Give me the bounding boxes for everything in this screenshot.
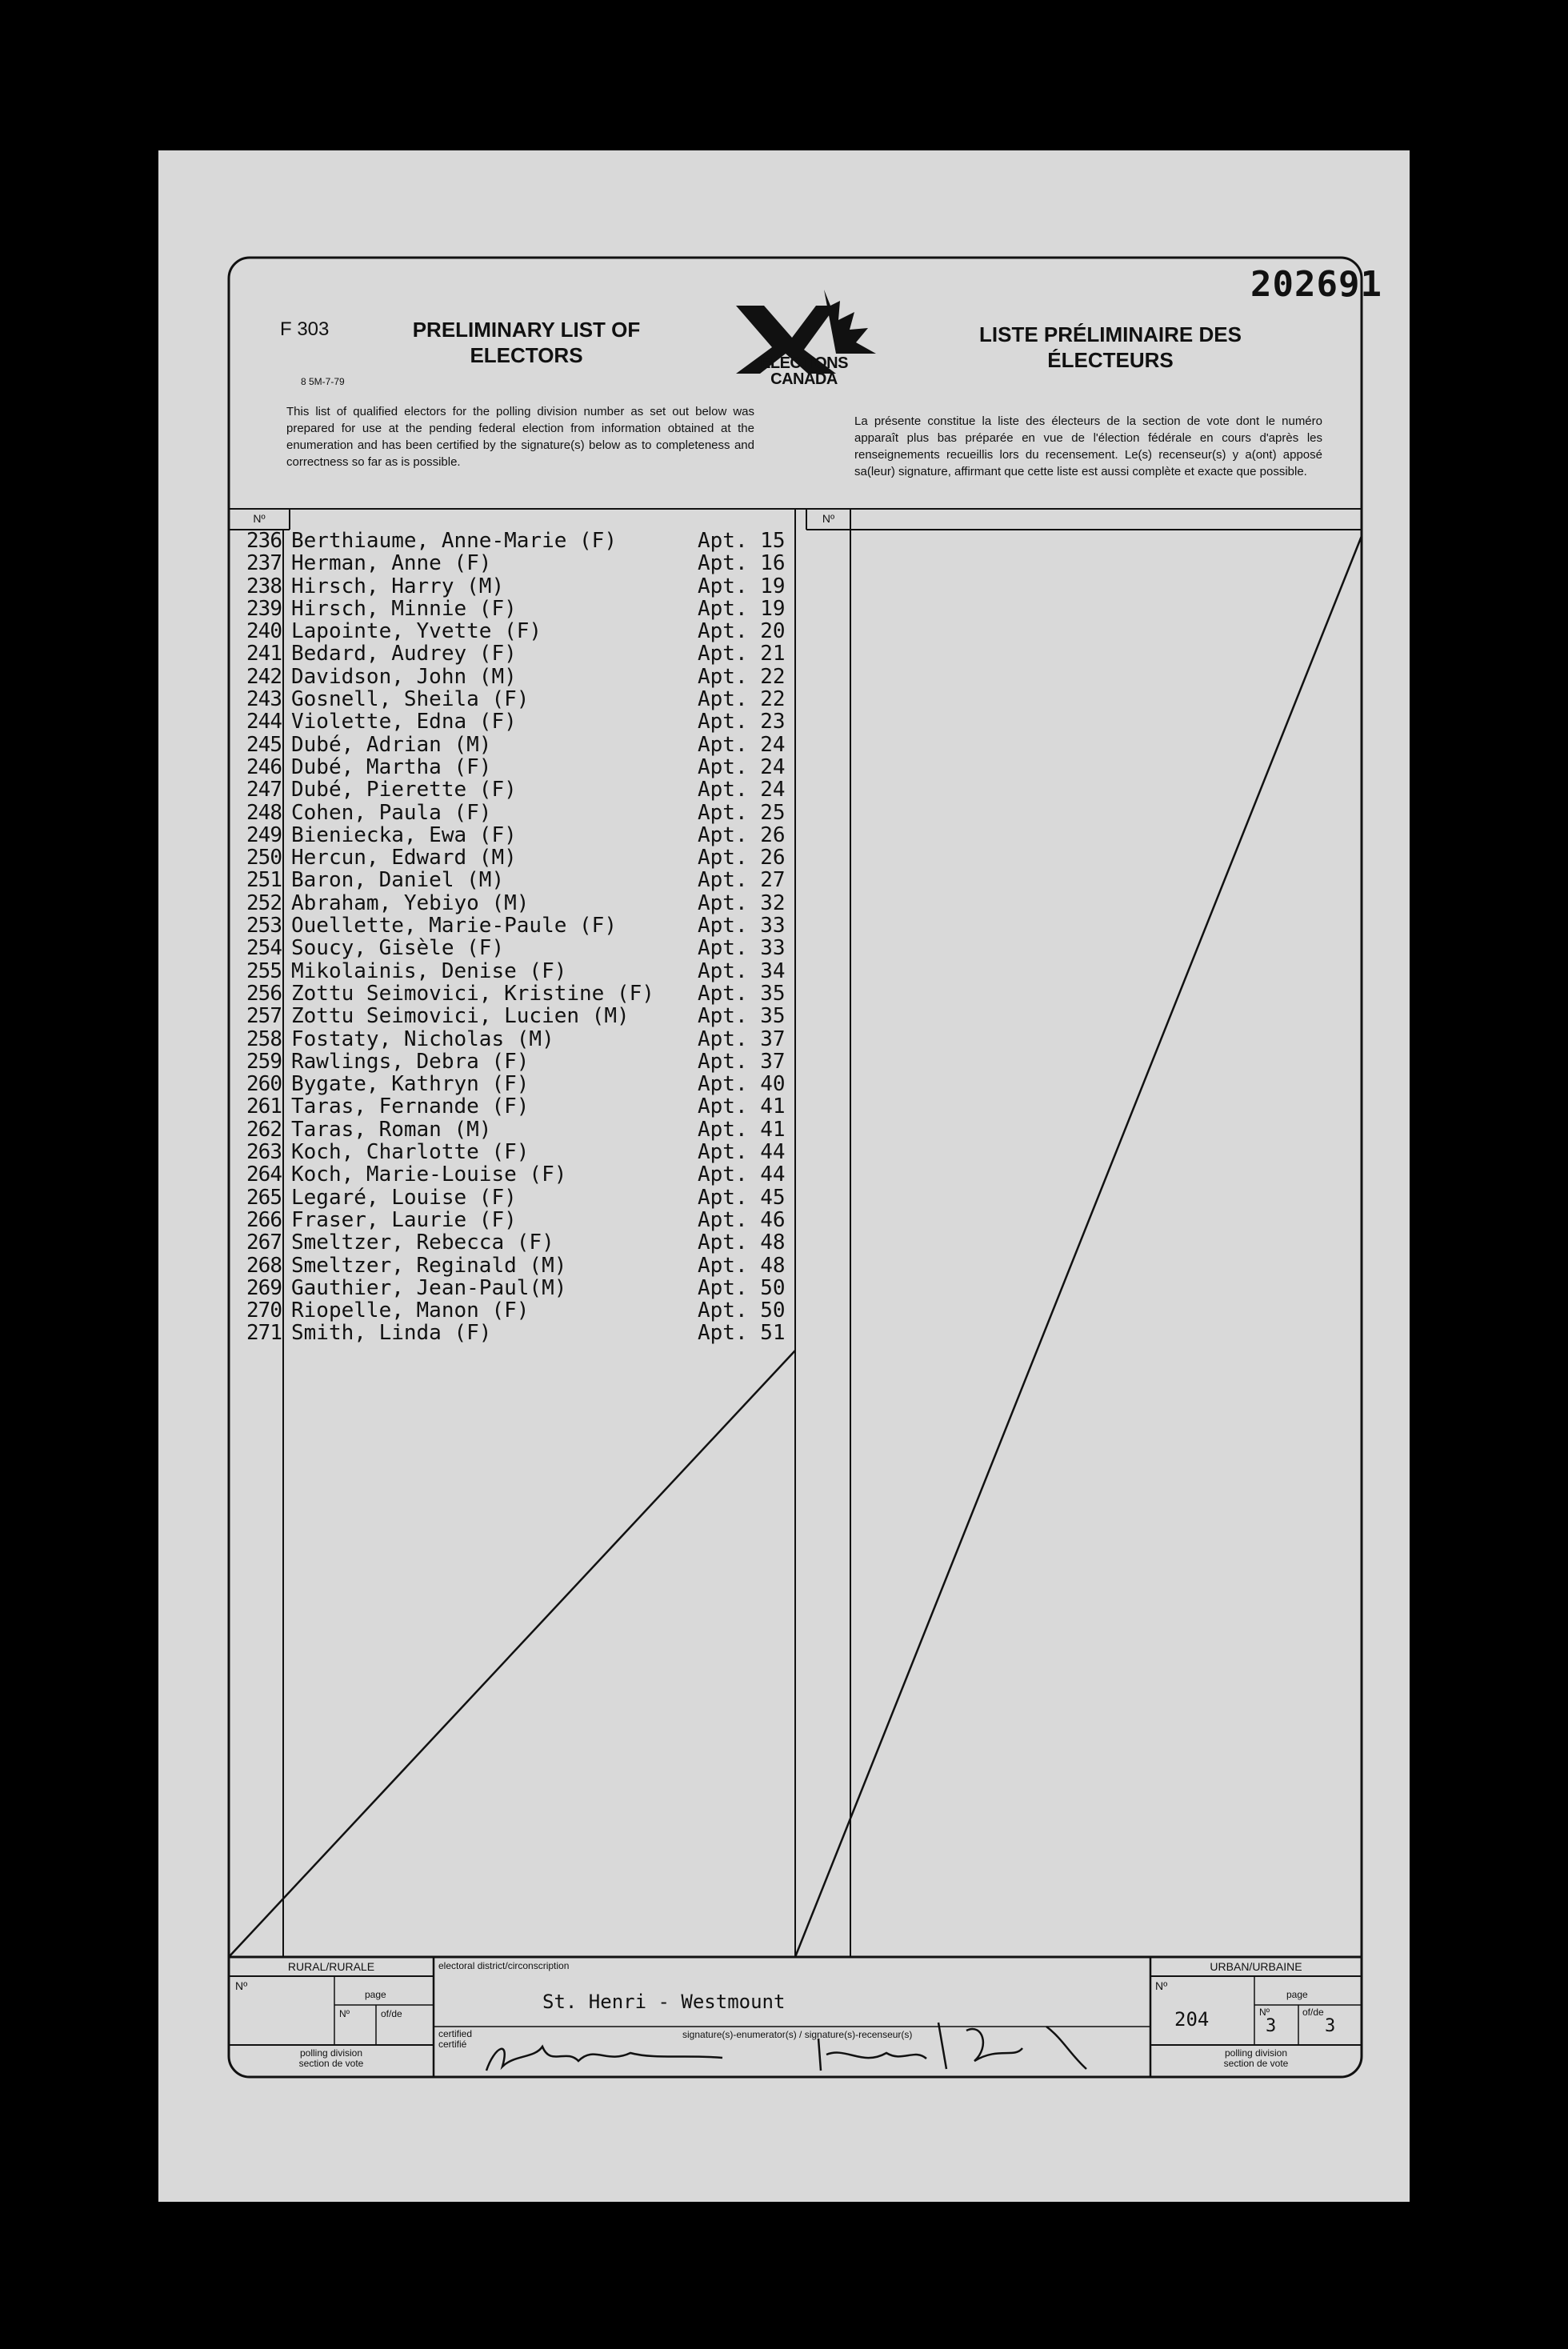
district-label: electoral district/circonscription	[438, 1960, 570, 1971]
elector-number: 270	[246, 1299, 282, 1323]
elector-number: 258	[246, 1026, 282, 1051]
elector-apartment: Apt. 45	[698, 1185, 786, 1210]
elector-name: Dubé, Martha (F)	[291, 755, 492, 779]
elector-name: Gosnell, Sheila (F)	[291, 688, 530, 711]
elector-row	[232, 575, 808, 598]
elector-number: 263	[246, 1140, 282, 1165]
elector-name: Bygate, Kathryn (F)	[291, 1073, 530, 1096]
elector-name: Legaré, Louise (F)	[291, 1186, 517, 1209]
elector-list	[232, 530, 808, 1345]
elector-name: Hirsch, Minnie (F)	[291, 597, 517, 621]
form-page	[158, 150, 1410, 2202]
rural-of-label: of/de	[381, 2008, 402, 2019]
elector-number: 247	[246, 778, 282, 802]
elector-name: Baron, Daniel (M)	[291, 869, 505, 892]
elector-row	[232, 1231, 808, 1254]
elector-row	[232, 1118, 808, 1141]
elector-name: Lapointe, Yvette (F)	[291, 620, 542, 643]
elector-name: Smeltzer, Reginald (M)	[291, 1254, 567, 1277]
elector-row	[232, 1141, 808, 1163]
elector-apartment: Apt. 40	[698, 1072, 786, 1097]
elector-name: Gauthier, Jean-Paul(M)	[291, 1276, 567, 1300]
elector-row	[232, 710, 808, 733]
elector-number: 238	[246, 574, 282, 598]
elector-name: Soucy, Gisèle (F)	[291, 937, 505, 960]
elector-number: 256	[246, 981, 282, 1006]
elector-number: 253	[246, 914, 282, 938]
print-code: 8 5M-7-79	[301, 376, 345, 387]
elector-name: Riopelle, Manon (F)	[291, 1299, 530, 1323]
intro-french: La présente constitue la liste des électeurs de la section de vote dont le numéro apparaît plus bas préparée en vue de l'élection fédérale en cours d'après les renseignements recueillis lors du recensement. Le(s) recenseur(s) y a(ont) apposé sa(leur) signature, affirmant que cette liste est aussi complète et exacte que possible.	[854, 414, 1322, 478]
elector-apartment: Apt. 19	[698, 574, 786, 598]
elector-row	[232, 1050, 808, 1073]
elector-row	[232, 688, 808, 710]
column-header-no-right: Nº	[822, 512, 835, 525]
elector-apartment: Apt. 34	[698, 958, 786, 983]
elector-row	[232, 1028, 808, 1050]
elector-apartment: Apt. 50	[698, 1299, 786, 1323]
elector-apartment: Apt. 35	[698, 1004, 786, 1029]
urban-no-sub-label: Nº	[1259, 2007, 1270, 2018]
elector-name: Ouellette, Marie-Paule (F)	[291, 914, 617, 938]
elector-number: 246	[246, 754, 282, 779]
elector-number: 267	[246, 1231, 282, 1255]
elector-name: Cohen, Paula (F)	[291, 801, 492, 824]
elector-row	[232, 982, 808, 1005]
elector-apartment: Apt. 41	[698, 1094, 786, 1119]
elector-number: 255	[246, 958, 282, 983]
elector-row	[232, 824, 808, 846]
elector-apartment: Apt. 24	[698, 778, 786, 802]
elector-name: Mikolainis, Denise (F)	[291, 959, 567, 982]
elector-apartment: Apt. 33	[698, 936, 786, 961]
title-english: PRELIMINARY LIST OF ELECTORS	[412, 318, 641, 367]
elector-apartment: Apt. 26	[698, 822, 786, 847]
logo-text: ELECTIONS CANADA	[760, 354, 848, 388]
elector-apartment: Apt. 41	[698, 1117, 786, 1142]
elector-number: 265	[246, 1185, 282, 1210]
elector-row	[232, 620, 808, 642]
elector-row	[232, 914, 808, 937]
elector-row	[232, 892, 808, 914]
elector-name: Berthiaume, Anne-Marie (F)	[291, 530, 617, 553]
elector-apartment: Apt. 35	[698, 981, 786, 1006]
elector-apartment: Apt. 21	[698, 642, 786, 666]
elector-name: Koch, Marie-Louise (F)	[291, 1163, 567, 1187]
urban-label: URBAN/URBAINE	[1210, 1960, 1302, 1973]
elector-number: 271	[246, 1321, 282, 1346]
elector-row	[232, 778, 808, 801]
elector-number: 249	[246, 822, 282, 847]
elector-row	[232, 1187, 808, 1209]
elector-row	[232, 1322, 808, 1344]
elector-number: 260	[246, 1072, 282, 1097]
elector-name: Davidson, John (M)	[291, 665, 517, 689]
elector-apartment: Apt. 22	[698, 664, 786, 689]
elector-number: 264	[246, 1162, 282, 1187]
urban-no-label: Nº	[1155, 1979, 1168, 1992]
elector-number: 245	[246, 732, 282, 757]
elector-apartment: Apt. 37	[698, 1049, 786, 1074]
district-value: St. Henri - Westmount	[542, 1991, 786, 2013]
elector-apartment: Apt. 22	[698, 687, 786, 712]
rural-no-label: Nº	[235, 1979, 248, 1992]
elector-number: 257	[246, 1004, 282, 1029]
elector-number: 250	[246, 846, 282, 870]
elector-number: 243	[246, 687, 282, 712]
elector-row	[232, 1095, 808, 1118]
elector-row	[232, 846, 808, 869]
elector-name: Fostaty, Nicholas (M)	[291, 1027, 554, 1050]
elector-row	[232, 1277, 808, 1299]
elector-number: 239	[246, 596, 282, 621]
elector-name: Rawlings, Debra (F)	[291, 1050, 530, 1074]
urban-polling-number: 204	[1174, 2008, 1210, 2031]
elector-row	[232, 666, 808, 688]
elector-number: 248	[246, 800, 282, 825]
elector-number: 244	[246, 710, 282, 734]
elector-apartment: Apt. 44	[698, 1140, 786, 1165]
elector-apartment: Apt. 46	[698, 1207, 786, 1232]
elector-number: 268	[246, 1253, 282, 1278]
elector-apartment: Apt. 48	[698, 1253, 786, 1278]
intro-english: This list of qualified electors for the polling division number as set out below was prepared for use at the pending federal election from information obtained at the enumeration and has been certified by the signature(s) below as to completeness and correctness so far as is possible.	[286, 405, 754, 469]
urban-of-number: 3	[1325, 2016, 1336, 2036]
elector-number: 262	[246, 1117, 282, 1142]
title-french: LISTE PRÉLIMINAIRE DES ÉLECTEURS	[979, 322, 1242, 372]
elector-name: Zottu Seimovici, Lucien (M)	[291, 1005, 630, 1028]
elector-row	[232, 1073, 808, 1095]
urban-page-number: 3	[1266, 2016, 1277, 2036]
elector-number: 251	[246, 868, 282, 893]
elector-row	[232, 1163, 808, 1186]
signature-enumerator-1	[486, 2047, 722, 2071]
elector-apartment: Apt. 27	[698, 868, 786, 893]
rural-no-sub-label: Nº	[339, 2008, 350, 2019]
elector-number: 237	[246, 551, 282, 576]
urban-page-label: page	[1286, 1989, 1308, 2000]
elector-number: 236	[246, 529, 282, 553]
rural-page-label: page	[365, 1989, 386, 2000]
elector-name: Fraser, Laurie (F)	[291, 1208, 517, 1232]
elector-name: Hercun, Edward (M)	[291, 846, 517, 870]
elector-apartment: Apt. 37	[698, 1026, 786, 1051]
elector-row	[232, 802, 808, 824]
elector-row	[232, 937, 808, 959]
elector-apartment: Apt. 24	[698, 754, 786, 779]
elector-apartment: Apt. 15	[698, 529, 786, 553]
elector-name: Smeltzer, Rebecca (F)	[291, 1231, 554, 1255]
elector-number: 269	[246, 1275, 282, 1300]
certified-label: certified certifié	[438, 2028, 473, 2050]
elector-apartment: Apt. 44	[698, 1162, 786, 1187]
signature-label: signature(s)-enumerator(s) / signature(s)-recenseur(s)	[682, 2029, 913, 2040]
elector-apartment: Apt. 23	[698, 710, 786, 734]
elector-name: Taras, Roman (M)	[291, 1118, 492, 1142]
elector-name: Herman, Anne (F)	[291, 552, 492, 575]
elector-apartment: Apt. 48	[698, 1231, 786, 1255]
elector-row	[232, 1005, 808, 1027]
urban-polling-division-label: polling division section de vote	[1223, 2047, 1289, 2069]
elector-name: Violette, Edna (F)	[291, 710, 517, 734]
elector-name: Koch, Charlotte (F)	[291, 1141, 530, 1164]
elector-number: 259	[246, 1049, 282, 1074]
elector-row	[232, 598, 808, 620]
elector-apartment: Apt. 51	[698, 1321, 786, 1346]
elector-number: 261	[246, 1094, 282, 1119]
elector-row	[232, 1255, 808, 1277]
elector-name: Dubé, Pierette (F)	[291, 778, 517, 802]
elector-apartment: Apt. 33	[698, 914, 786, 938]
elector-row	[232, 530, 808, 552]
elector-name: Dubé, Adrian (M)	[291, 733, 492, 756]
elector-name: Bieniecka, Ewa (F)	[291, 823, 517, 847]
form-number: F 303	[280, 318, 330, 340]
column-header-no-left: Nº	[253, 512, 266, 525]
elector-apartment: Apt. 26	[698, 846, 786, 870]
elector-apartment: Apt. 50	[698, 1275, 786, 1300]
elector-apartment: Apt. 25	[698, 800, 786, 825]
urban-of-label: of/de	[1302, 2007, 1324, 2018]
elector-name: Abraham, Yebiyo (M)	[291, 891, 530, 915]
elector-number: 254	[246, 936, 282, 961]
elector-row	[232, 960, 808, 982]
elector-name: Hirsch, Harry (M)	[291, 574, 505, 598]
elector-number: 240	[246, 619, 282, 644]
elector-apartment: Apt. 24	[698, 732, 786, 757]
elector-row	[232, 552, 808, 574]
elector-row	[232, 1299, 808, 1322]
elector-row	[232, 869, 808, 891]
elector-number: 241	[246, 642, 282, 666]
elector-name: Bedard, Audrey (F)	[291, 642, 517, 666]
elector-number: 242	[246, 664, 282, 689]
elector-number: 252	[246, 890, 282, 915]
elector-name: Zottu Seimovici, Kristine (F)	[291, 982, 654, 1006]
elector-row	[232, 756, 808, 778]
elector-number: 266	[246, 1207, 282, 1232]
rural-label: RURAL/RURALE	[287, 1960, 375, 1973]
elector-apartment: Apt. 32	[698, 890, 786, 915]
elector-row	[232, 642, 808, 665]
serial-number: 202691	[1250, 264, 1382, 305]
elector-row	[232, 1209, 808, 1231]
elector-row	[232, 734, 808, 756]
elector-name: Taras, Fernande (F)	[291, 1095, 530, 1118]
elector-apartment: Apt. 19	[698, 596, 786, 621]
elector-apartment: Apt. 16	[698, 551, 786, 576]
rural-polling-division-label: polling division section de vote	[298, 2047, 364, 2069]
elector-name: Smith, Linda (F)	[291, 1322, 492, 1345]
elector-apartment: Apt. 20	[698, 619, 786, 644]
